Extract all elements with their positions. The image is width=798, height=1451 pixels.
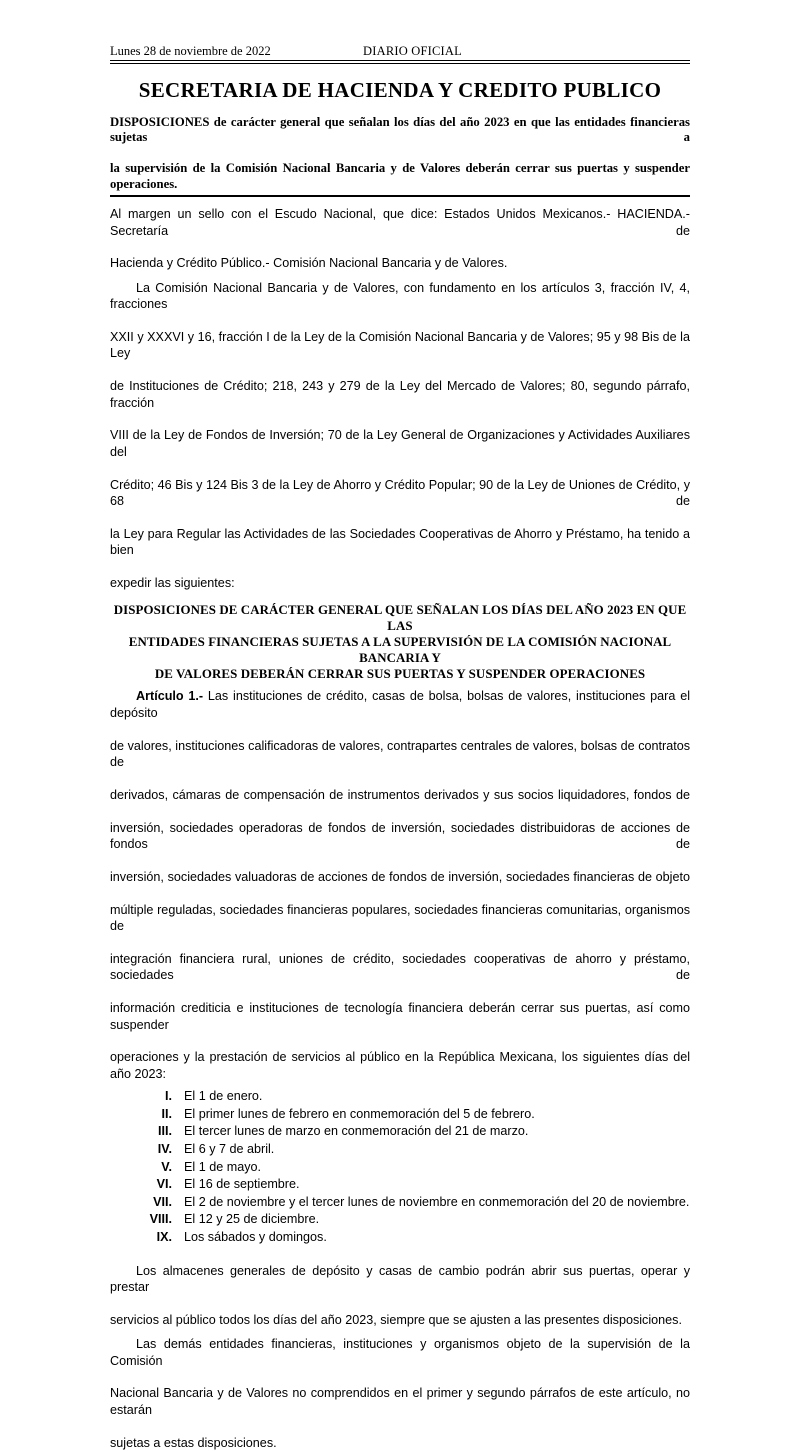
list-item-text: El 16 de septiembre. — [184, 1177, 300, 1192]
decree-summary — [110, 115, 690, 193]
list-item — [110, 1229, 690, 1247]
paragraph-line: información crediticia e instituciones de tecnología financiera deberán cerrar sus puertas, así como suspender — [110, 1001, 690, 1032]
paragraph-line: múltiple reguladas, sociedades financieras populares, sociedades financieras comunitarias, organismos de — [110, 902, 690, 934]
list-item — [110, 1176, 690, 1194]
list-item-text: Los sábados y domingos. — [184, 1229, 327, 1244]
page-content — [110, 44, 690, 1451]
decree-heading-line: DISPOSICIONES DE CARÁCTER GENERAL QUE SEÑALAN LOS DÍAS DEL AÑO 2023 EN QUE LAS — [113, 603, 687, 634]
list-item-text: El tercer lunes de marzo en conmemoración del 21 de marzo. — [184, 1124, 529, 1139]
article-one-paragraph — [110, 688, 690, 1082]
list-item — [110, 1211, 690, 1229]
list-item-numeral: II. — [161, 1106, 172, 1121]
article-line-text: Las instituciones de crédito, casas de bolsa, bolsas de valores, instituciones para el depósito — [110, 689, 690, 720]
header-divider-rule — [110, 60, 690, 64]
paragraph-line: de Instituciones de Crédito; 218, 243 y 279 de la Ley del Mercado de Valores; 80, segundo párrafo, fracción — [110, 379, 690, 410]
list-item — [110, 1159, 690, 1177]
paragraph-line: La Comisión Nacional Bancaria y de Valores, con fundamento en los artículos 3, fracción IV, 4, fracciones — [110, 280, 690, 312]
paragraph-line: Las demás entidades financieras, instituciones y organismos objeto de la supervisión de la Comisión — [110, 1337, 690, 1368]
issue-date: Lunes 28 de noviembre de 2022 — [110, 44, 271, 58]
list-item-text: El 1 de mayo. — [184, 1159, 262, 1174]
gazette-name: DIARIO OFICIAL — [363, 44, 462, 58]
seal-paragraph — [110, 206, 690, 272]
decree-heading-line: DE VALORES DEBERÁN CERRAR SUS PUERTAS Y SUSPENDER OPERACIONES — [154, 667, 646, 682]
paragraph-line: XXII y XXXVI y 16, fracción I de la Ley de la Comisión Nacional Bancaria y de Valores; 95 y 98 Bis de la Ley — [110, 329, 690, 361]
paragraph-line: sujetas a estas disposiciones. — [110, 1435, 277, 1450]
legal-basis-paragraph — [110, 280, 690, 592]
list-item-numeral: I. — [165, 1089, 172, 1104]
paragraph-line: VIII de la Ley de Fondos de Inversión; 70 de la Ley General de Organizaciones y Actividades Auxiliares del — [110, 428, 690, 459]
list-item-numeral: IV. — [157, 1141, 172, 1156]
decree-heading-line: ENTIDADES FINANCIERAS SUJETAS A LA SUPERVISIÓN DE LA COMISIÓN NACIONAL BANCARIA Y — [128, 635, 672, 666]
other-entities-paragraph — [110, 1336, 690, 1451]
list-item-numeral: III. — [158, 1124, 172, 1139]
list-item-numeral: VIII. — [149, 1212, 172, 1227]
list-item-numeral: IX. — [156, 1229, 172, 1244]
paragraph-line: servicios al público todos los días del año 2023, siempre que se ajusten a las presentes disposiciones. — [110, 1312, 682, 1327]
list-item-text: El 1 de enero. — [184, 1089, 263, 1104]
list-item — [110, 1141, 690, 1159]
paragraph-line: derivados, cámaras de compensación de instrumentos derivados y sus socios liquidadores, fondos de — [110, 787, 690, 802]
paragraph-line: la Ley para Regular las Actividades de las Sociedades Cooperativas de Ahorro y Préstamo, ha tenido a bien — [110, 526, 690, 558]
paragraph-line: Crédito; 46 Bis y 124 Bis 3 de la Ley de Ahorro y Crédito Popular; 90 de la Ley de Uniones de Crédito, y 68 de — [110, 477, 690, 508]
list-item-numeral: V. — [161, 1159, 172, 1174]
paragraph-line: integración financiera rural, uniones de crédito, sociedades cooperativas de ahorro y préstamo, sociedades de — [110, 951, 690, 983]
paragraph-line: inversión, sociedades operadoras de fondos de inversión, sociedades distribuidoras de acciones de fondos de — [110, 820, 690, 852]
paragraph-line: Hacienda y Crédito Público.- Comisión Nacional Bancaria y de Valores. — [110, 256, 508, 271]
paragraph-line: de valores, instituciones calificadoras de valores, contrapartes centrales de valores, bolsas de contratos de — [110, 738, 690, 770]
document-body — [110, 206, 690, 1451]
decree-summary-line: DISPOSICIONES de carácter general que señalan los días del año 2023 en que las entidades financieras sujetas a — [110, 114, 690, 145]
warehouse-paragraph — [110, 1263, 690, 1329]
paragraph-line: inversión, sociedades valuadoras de acciones de fondos de inversión, sociedades financieras de objeto — [110, 869, 690, 884]
paragraph-line: Nacional Bancaria y de Valores no comprendidos en el primer y segundo párrafos de este artículo, no estarán — [110, 1386, 690, 1417]
holiday-list — [110, 1088, 690, 1246]
list-item — [110, 1194, 690, 1212]
list-item — [110, 1088, 690, 1106]
list-item — [110, 1123, 690, 1141]
list-item-text: El 2 de noviembre y el tercer lunes de noviembre en conmemoración del 20 de noviembre. — [184, 1194, 690, 1209]
paragraph-line — [110, 688, 690, 737]
list-item-numeral: VI. — [156, 1177, 172, 1192]
decree-heading — [110, 602, 690, 682]
list-item-text: El primer lunes de febrero en conmemoración del 5 de febrero. — [184, 1106, 535, 1121]
paragraph-line: Los almacenes generales de depósito y casas de cambio podrán abrir sus puertas, operar y prestar — [110, 1263, 690, 1294]
list-item-text: El 12 y 25 de diciembre. — [184, 1212, 320, 1227]
paragraph-line: Al margen un sello con el Escudo Nacional, que dice: Estados Unidos Mexicanos.- HACIENDA.- Secretaría de — [110, 207, 690, 238]
list-item-numeral: VII. — [153, 1194, 172, 1209]
list-item-text: El 6 y 7 de abril. — [184, 1141, 275, 1156]
paragraph-line: operaciones y la prestación de servicios al público en la República Mexicana, los siguientes días del año 2023: — [110, 1050, 690, 1081]
department-title: SECRETARIA DE HACIENDA Y CREDITO PUBLICO — [138, 77, 662, 102]
decree-summary-line: la supervisión de la Comisión Nacional Bancaria y de Valores deberán cerrar sus puertas y suspender operaciones. — [110, 161, 690, 191]
running-head — [110, 44, 690, 58]
article-label: Artículo 1.- — [136, 689, 204, 704]
paragraph-line: expedir las siguientes: — [110, 576, 235, 591]
list-item — [110, 1106, 690, 1124]
summary-divider-rule — [110, 195, 690, 197]
